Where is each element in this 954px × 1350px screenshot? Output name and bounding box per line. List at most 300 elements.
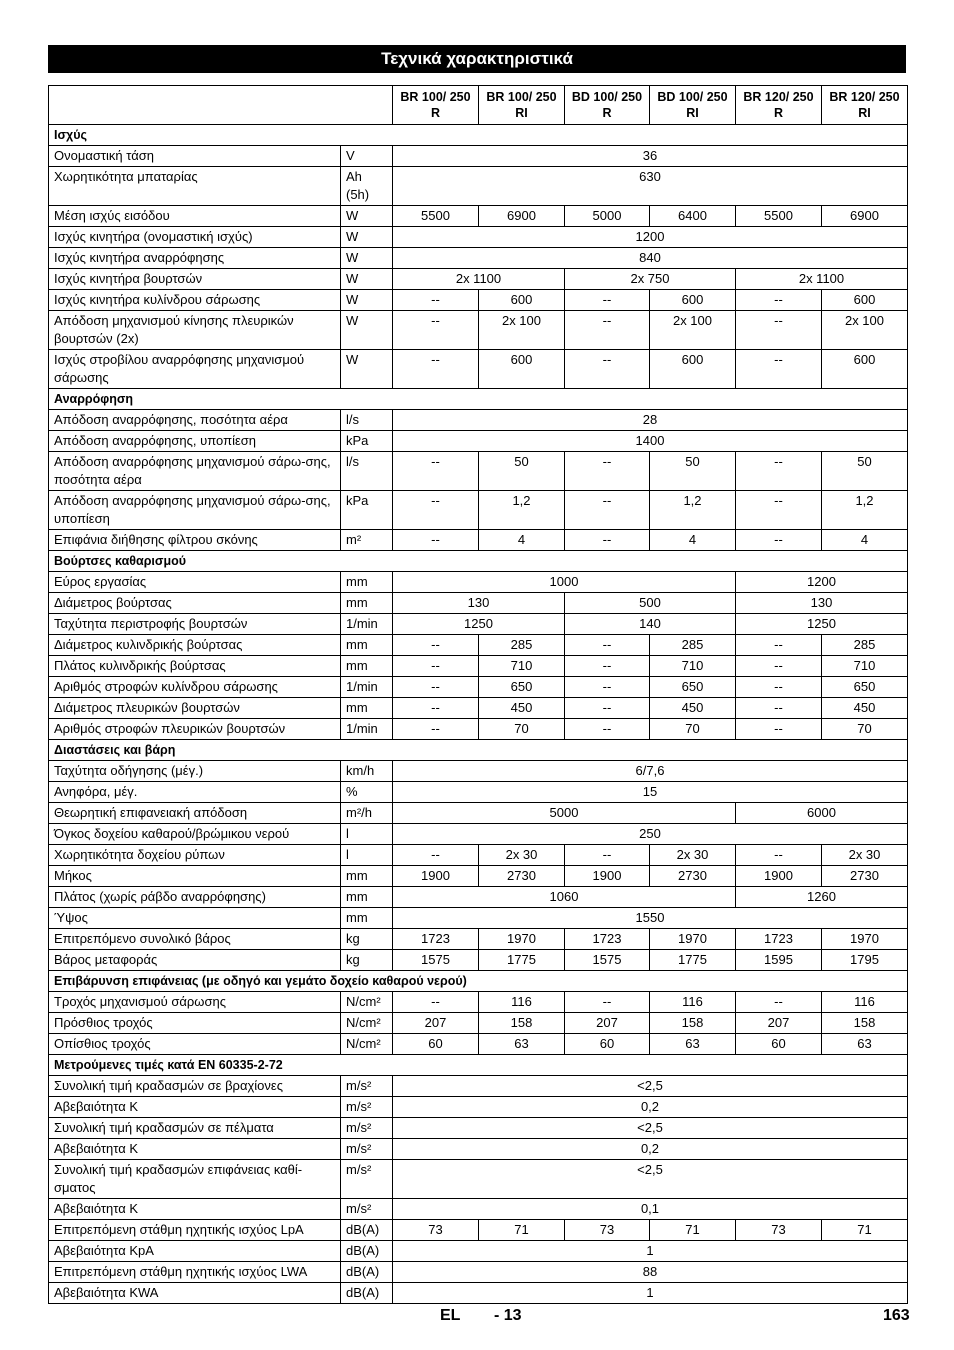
row-unit: W: [341, 206, 393, 227]
value-cell: 1: [393, 1241, 908, 1262]
value-cell: 1970: [650, 929, 736, 950]
row-unit: N/cm²: [341, 1034, 393, 1055]
value-cell: --: [736, 656, 822, 677]
table-row: [49, 845, 908, 866]
section-row: [49, 740, 908, 761]
value-cell: --: [565, 452, 650, 491]
table-row: [49, 887, 908, 908]
row-label: Οπίσθιος τροχός: [49, 1034, 341, 1055]
value-cell: 1900: [565, 866, 650, 887]
value-cell: 60: [736, 1034, 822, 1055]
value-cell: 5500: [393, 206, 479, 227]
value-cell: 1723: [736, 929, 822, 950]
value-cell: 36: [393, 146, 908, 167]
row-label: Επιτρεπόμενο συνολικό βάρος: [49, 929, 341, 950]
table-row: [49, 1262, 908, 1283]
value-cell: 600: [479, 350, 565, 389]
value-cell: --: [393, 635, 479, 656]
row-label: Βάρος μεταφοράς: [49, 950, 341, 971]
value-cell: 207: [736, 1013, 822, 1034]
value-cell: 6900: [822, 206, 908, 227]
section-heading: Βούρτσες καθαρισμού: [49, 551, 908, 572]
value-cell: 0,1: [393, 1199, 908, 1220]
value-cell: 1970: [822, 929, 908, 950]
value-cell: --: [736, 530, 822, 551]
table-row: [49, 635, 908, 656]
table-row: [49, 950, 908, 971]
row-label: Ισχύς κινητήρα αναρρόφησης: [49, 248, 341, 269]
row-unit: W: [341, 311, 393, 350]
value-cell: 28: [393, 410, 908, 431]
row-unit: m/s²: [341, 1118, 393, 1139]
value-cell: 73: [393, 1220, 479, 1241]
value-cell: 0,2: [393, 1139, 908, 1160]
row-unit: mm: [341, 635, 393, 656]
value-cell: 6400: [650, 206, 736, 227]
value-cell: 73: [736, 1220, 822, 1241]
row-label: Ταχύτητα περιστροφής βουρτσών: [49, 614, 341, 635]
value-cell: 50: [479, 452, 565, 491]
row-label: Όγκος δοχείου καθαρού/βρώμικου νερού: [49, 824, 341, 845]
value-cell: 285: [479, 635, 565, 656]
value-cell: --: [736, 677, 822, 698]
value-cell: 630: [393, 167, 908, 206]
value-cell: --: [736, 992, 822, 1013]
value-cell: 710: [822, 656, 908, 677]
table-row: [49, 530, 908, 551]
value-cell: 1,2: [479, 491, 565, 530]
table-row: [49, 491, 908, 530]
value-cell: 450: [479, 698, 565, 719]
value-cell: 50: [822, 452, 908, 491]
row-label: Επιτρεπόμενη στάθμη ηχητικής ισχύος LpA: [49, 1220, 341, 1241]
value-cell: 2730: [822, 866, 908, 887]
column-header: BD 100/ 250 RI: [650, 86, 736, 125]
column-header: BR 120/ 250 R: [736, 86, 822, 125]
value-cell: 2730: [479, 866, 565, 887]
row-label: Χωρητικότητα μπαταρίας: [49, 167, 341, 206]
row-label: Τροχός μηχανισμού σάρωσης: [49, 992, 341, 1013]
value-cell: 63: [822, 1034, 908, 1055]
value-cell: 4: [822, 530, 908, 551]
value-cell: 2x 1100: [393, 269, 565, 290]
row-unit: km/h: [341, 761, 393, 782]
value-cell: --: [393, 656, 479, 677]
section-row: [49, 551, 908, 572]
value-cell: --: [565, 698, 650, 719]
value-cell: 6/7,6: [393, 761, 908, 782]
value-cell: 600: [822, 350, 908, 389]
value-cell: --: [565, 530, 650, 551]
value-cell: 1200: [393, 227, 908, 248]
value-cell: 2x 100: [650, 311, 736, 350]
row-label: Αριθμός στροφών κυλίνδρου σάρωσης: [49, 677, 341, 698]
value-cell: --: [736, 719, 822, 740]
table-row: [49, 1097, 908, 1118]
row-unit: l/s: [341, 410, 393, 431]
value-cell: --: [565, 350, 650, 389]
value-cell: 6000: [736, 803, 908, 824]
row-label: Αβεβαιότητα KWA: [49, 1283, 341, 1304]
row-label: Διάμετρος κυλινδρικής βούρτσας: [49, 635, 341, 656]
row-unit: W: [341, 227, 393, 248]
table-row: [49, 146, 908, 167]
value-cell: 2x 100: [479, 311, 565, 350]
row-label: Μέση ισχύς εισόδου: [49, 206, 341, 227]
value-cell: 1795: [822, 950, 908, 971]
value-cell: 5000: [565, 206, 650, 227]
value-cell: 6900: [479, 206, 565, 227]
value-cell: 450: [650, 698, 736, 719]
row-unit: W: [341, 290, 393, 311]
value-cell: --: [565, 845, 650, 866]
value-cell: 1775: [650, 950, 736, 971]
value-cell: --: [565, 290, 650, 311]
section-heading: Αναρρόφηση: [49, 389, 908, 410]
table-row: [49, 431, 908, 452]
value-cell: 70: [822, 719, 908, 740]
footer-section-page: - 13: [494, 1307, 522, 1324]
table-row: [49, 410, 908, 431]
value-cell: --: [393, 719, 479, 740]
value-cell: 88: [393, 1262, 908, 1283]
value-cell: --: [736, 290, 822, 311]
value-cell: 710: [650, 656, 736, 677]
value-cell: 1,2: [650, 491, 736, 530]
value-cell: 1575: [393, 950, 479, 971]
value-cell: --: [736, 350, 822, 389]
page-title: Τεχνικά χαρακτηριστικά: [48, 45, 906, 73]
value-cell: 4: [650, 530, 736, 551]
value-cell: 50: [650, 452, 736, 491]
section-row: [49, 125, 908, 146]
value-cell: 1900: [393, 866, 479, 887]
row-unit: kPa: [341, 491, 393, 530]
value-cell: --: [393, 290, 479, 311]
header-row: [49, 86, 908, 125]
table-row: [49, 593, 908, 614]
row-label: Διάμετρος πλευρικών βουρτσών: [49, 698, 341, 719]
value-cell: --: [565, 635, 650, 656]
row-unit: 1/min: [341, 677, 393, 698]
value-cell: 1400: [393, 431, 908, 452]
row-label: Διάμετρος βούρτσας: [49, 593, 341, 614]
value-cell: 1900: [736, 866, 822, 887]
value-cell: --: [565, 992, 650, 1013]
row-label: Αβεβαιότητα K: [49, 1097, 341, 1118]
value-cell: 500: [565, 593, 736, 614]
table-row: [49, 1241, 908, 1262]
row-unit: l/s: [341, 452, 393, 491]
value-cell: --: [393, 845, 479, 866]
value-cell: --: [393, 452, 479, 491]
value-cell: --: [736, 491, 822, 530]
value-cell: 5000: [393, 803, 736, 824]
row-unit: W: [341, 269, 393, 290]
row-label: Αβεβαιότητα KpA: [49, 1241, 341, 1262]
row-label: Απόδοση αναρρόφησης, ποσότητα αέρα: [49, 410, 341, 431]
value-cell: 63: [650, 1034, 736, 1055]
value-cell: 1: [393, 1283, 908, 1304]
row-unit: m/s²: [341, 1097, 393, 1118]
table-row: [49, 677, 908, 698]
row-unit: Ah (5h): [341, 167, 393, 206]
table-row: [49, 1076, 908, 1097]
row-unit: m/s²: [341, 1139, 393, 1160]
table-row: [49, 311, 908, 350]
value-cell: 0,2: [393, 1097, 908, 1118]
row-label: Ονομαστική τάση: [49, 146, 341, 167]
value-cell: --: [393, 491, 479, 530]
column-header: BD 100/ 250 R: [565, 86, 650, 125]
value-cell: 600: [650, 290, 736, 311]
value-cell: 2x 750: [565, 269, 736, 290]
value-cell: --: [736, 698, 822, 719]
value-cell: 285: [822, 635, 908, 656]
table-row: [49, 908, 908, 929]
header-blank: [49, 86, 393, 125]
row-unit: 1/min: [341, 614, 393, 635]
table-row: [49, 350, 908, 389]
value-cell: --: [736, 452, 822, 491]
value-cell: 2x 30: [650, 845, 736, 866]
section-row: [49, 389, 908, 410]
table-row: [49, 614, 908, 635]
value-cell: 15: [393, 782, 908, 803]
row-label: Αριθμός στροφών πλευρικών βουρτσών: [49, 719, 341, 740]
spec-table: [48, 85, 908, 1304]
value-cell: 158: [479, 1013, 565, 1034]
value-cell: 1260: [736, 887, 908, 908]
table-row: [49, 929, 908, 950]
value-cell: 158: [650, 1013, 736, 1034]
table-row: [49, 803, 908, 824]
row-unit: kPa: [341, 431, 393, 452]
value-cell: 70: [650, 719, 736, 740]
value-cell: --: [565, 656, 650, 677]
value-cell: <2,5: [393, 1160, 908, 1199]
table-row: [49, 1160, 908, 1199]
value-cell: 158: [822, 1013, 908, 1034]
value-cell: --: [736, 635, 822, 656]
row-unit: N/cm²: [341, 992, 393, 1013]
row-label: Εύρος εργασίας: [49, 572, 341, 593]
section-heading: Επιβάρυνση επιφάνειας (με οδηγό και γεμάτο δοχείο καθαρού νερού): [49, 971, 908, 992]
table-row: [49, 167, 908, 206]
value-cell: --: [565, 719, 650, 740]
value-cell: 710: [479, 656, 565, 677]
row-label: Απόδοση αναρρόφησης, υποπίεση: [49, 431, 341, 452]
value-cell: 1595: [736, 950, 822, 971]
table-row: [49, 1283, 908, 1304]
value-cell: 1,2: [822, 491, 908, 530]
value-cell: --: [393, 698, 479, 719]
row-unit: l: [341, 824, 393, 845]
value-cell: 4: [479, 530, 565, 551]
value-cell: 5500: [736, 206, 822, 227]
row-label: Ισχύς κινητήρα βουρτσών: [49, 269, 341, 290]
row-unit: V: [341, 146, 393, 167]
value-cell: 1060: [393, 887, 736, 908]
footer-language: EL: [440, 1307, 461, 1324]
table-row: [49, 656, 908, 677]
value-cell: 285: [650, 635, 736, 656]
value-cell: 2730: [650, 866, 736, 887]
table-row: [49, 452, 908, 491]
table-row: [49, 719, 908, 740]
row-unit: dB(A): [341, 1262, 393, 1283]
value-cell: 650: [650, 677, 736, 698]
table-row: [49, 227, 908, 248]
value-cell: 130: [736, 593, 908, 614]
table-row: [49, 866, 908, 887]
row-unit: mm: [341, 698, 393, 719]
value-cell: 1775: [479, 950, 565, 971]
value-cell: <2,5: [393, 1076, 908, 1097]
section-row: [49, 1055, 908, 1076]
value-cell: <2,5: [393, 1118, 908, 1139]
value-cell: 71: [479, 1220, 565, 1241]
row-label: Συνολική τιμή κραδασμών επιφάνειας καθί-σματος: [49, 1160, 341, 1199]
row-label: Συνολική τιμή κραδασμών σε βραχίονες: [49, 1076, 341, 1097]
row-label: Επιφάνια διήθησης φίλτρου σκόνης: [49, 530, 341, 551]
value-cell: --: [736, 311, 822, 350]
row-unit: W: [341, 248, 393, 269]
row-unit: mm: [341, 908, 393, 929]
value-cell: 71: [822, 1220, 908, 1241]
value-cell: 450: [822, 698, 908, 719]
row-label: Πρόσθιος τροχός: [49, 1013, 341, 1034]
row-label: Θεωρητική επιφανειακή απόδοση: [49, 803, 341, 824]
row-unit: %: [341, 782, 393, 803]
row-unit: l: [341, 845, 393, 866]
row-unit: mm: [341, 593, 393, 614]
value-cell: 840: [393, 248, 908, 269]
row-unit: N/cm²: [341, 1013, 393, 1034]
value-cell: --: [393, 530, 479, 551]
table-row: [49, 992, 908, 1013]
row-label: Ανηφόρα, μέγ.: [49, 782, 341, 803]
value-cell: 600: [822, 290, 908, 311]
value-cell: 130: [393, 593, 565, 614]
value-cell: 60: [565, 1034, 650, 1055]
section-heading: Μετρούμενες τιμές κατά EN 60335-2-72: [49, 1055, 908, 1076]
row-label: Ισχύς κινητήρα κυλίνδρου σάρωσης: [49, 290, 341, 311]
table-row: [49, 1013, 908, 1034]
table-row: [49, 1199, 908, 1220]
value-cell: 600: [650, 350, 736, 389]
value-cell: --: [565, 677, 650, 698]
table-row: [49, 572, 908, 593]
footer-page-number: 163: [883, 1307, 910, 1324]
table-row: [49, 290, 908, 311]
value-cell: 250: [393, 824, 908, 845]
value-cell: --: [736, 845, 822, 866]
row-unit: m/s²: [341, 1076, 393, 1097]
value-cell: --: [393, 992, 479, 1013]
row-unit: mm: [341, 866, 393, 887]
value-cell: --: [393, 350, 479, 389]
value-cell: 116: [650, 992, 736, 1013]
table-row: [49, 1139, 908, 1160]
value-cell: 1000: [393, 572, 736, 593]
value-cell: 1723: [393, 929, 479, 950]
table-row: [49, 206, 908, 227]
row-unit: m/s²: [341, 1199, 393, 1220]
value-cell: --: [393, 311, 479, 350]
row-label: Πλάτος κυλινδρικής βούρτσας: [49, 656, 341, 677]
value-cell: 2x 30: [479, 845, 565, 866]
value-cell: --: [565, 311, 650, 350]
row-label: Απόδοση αναρρόφησης μηχανισμού σάρω-σης, υποπίεση: [49, 491, 341, 530]
table-row: [49, 269, 908, 290]
value-cell: 1550: [393, 908, 908, 929]
value-cell: 650: [479, 677, 565, 698]
value-cell: --: [393, 677, 479, 698]
row-unit: mm: [341, 572, 393, 593]
value-cell: 1250: [736, 614, 908, 635]
row-label: Πλάτος (χωρίς ράβδο αναρρόφησης): [49, 887, 341, 908]
row-unit: mm: [341, 656, 393, 677]
section-heading: Διαστάσεις και βάρη: [49, 740, 908, 761]
row-label: Ύψος: [49, 908, 341, 929]
value-cell: 1250: [393, 614, 565, 635]
row-unit: m²/h: [341, 803, 393, 824]
row-label: Μήκος: [49, 866, 341, 887]
table-row: [49, 782, 908, 803]
value-cell: 2x 30: [822, 845, 908, 866]
row-unit: m/s²: [341, 1160, 393, 1199]
value-cell: 63: [479, 1034, 565, 1055]
row-unit: m²: [341, 530, 393, 551]
row-label: Ταχύτητα οδήγησης (μέγ.): [49, 761, 341, 782]
value-cell: 2x 100: [822, 311, 908, 350]
row-label: Απόδοση αναρρόφησης μηχανισμού σάρω-σης, ποσότητα αέρα: [49, 452, 341, 491]
value-cell: 1200: [736, 572, 908, 593]
value-cell: 207: [393, 1013, 479, 1034]
value-cell: 73: [565, 1220, 650, 1241]
row-unit: 1/min: [341, 719, 393, 740]
table-row: [49, 248, 908, 269]
row-unit: W: [341, 350, 393, 389]
value-cell: 207: [565, 1013, 650, 1034]
value-cell: 1723: [565, 929, 650, 950]
row-unit: dB(A): [341, 1220, 393, 1241]
row-label: Επιτρεπόμενη στάθμη ηχητικής ισχύος LWA: [49, 1262, 341, 1283]
value-cell: 71: [650, 1220, 736, 1241]
row-unit: kg: [341, 950, 393, 971]
row-label: Ισχύς κινητήρα (ονομαστική ισχύς): [49, 227, 341, 248]
row-unit: dB(A): [341, 1283, 393, 1304]
row-label: Αβεβαιότητα K: [49, 1199, 341, 1220]
table-row: [49, 1034, 908, 1055]
table-row: [49, 698, 908, 719]
value-cell: 70: [479, 719, 565, 740]
row-label: Χωρητικότητα δοχείου ρύπων: [49, 845, 341, 866]
value-cell: 650: [822, 677, 908, 698]
row-label: Απόδοση μηχανισμού κίνησης πλευρικών βουρτσών (2x): [49, 311, 341, 350]
row-unit: kg: [341, 929, 393, 950]
column-header: BR 100/ 250 RI: [479, 86, 565, 125]
column-header: BR 100/ 250 R: [393, 86, 479, 125]
value-cell: 60: [393, 1034, 479, 1055]
column-header: BR 120/ 250 RI: [822, 86, 908, 125]
value-cell: 2x 1100: [736, 269, 908, 290]
table-row: [49, 1220, 908, 1241]
value-cell: 600: [479, 290, 565, 311]
table-row: [49, 824, 908, 845]
value-cell: 140: [565, 614, 736, 635]
